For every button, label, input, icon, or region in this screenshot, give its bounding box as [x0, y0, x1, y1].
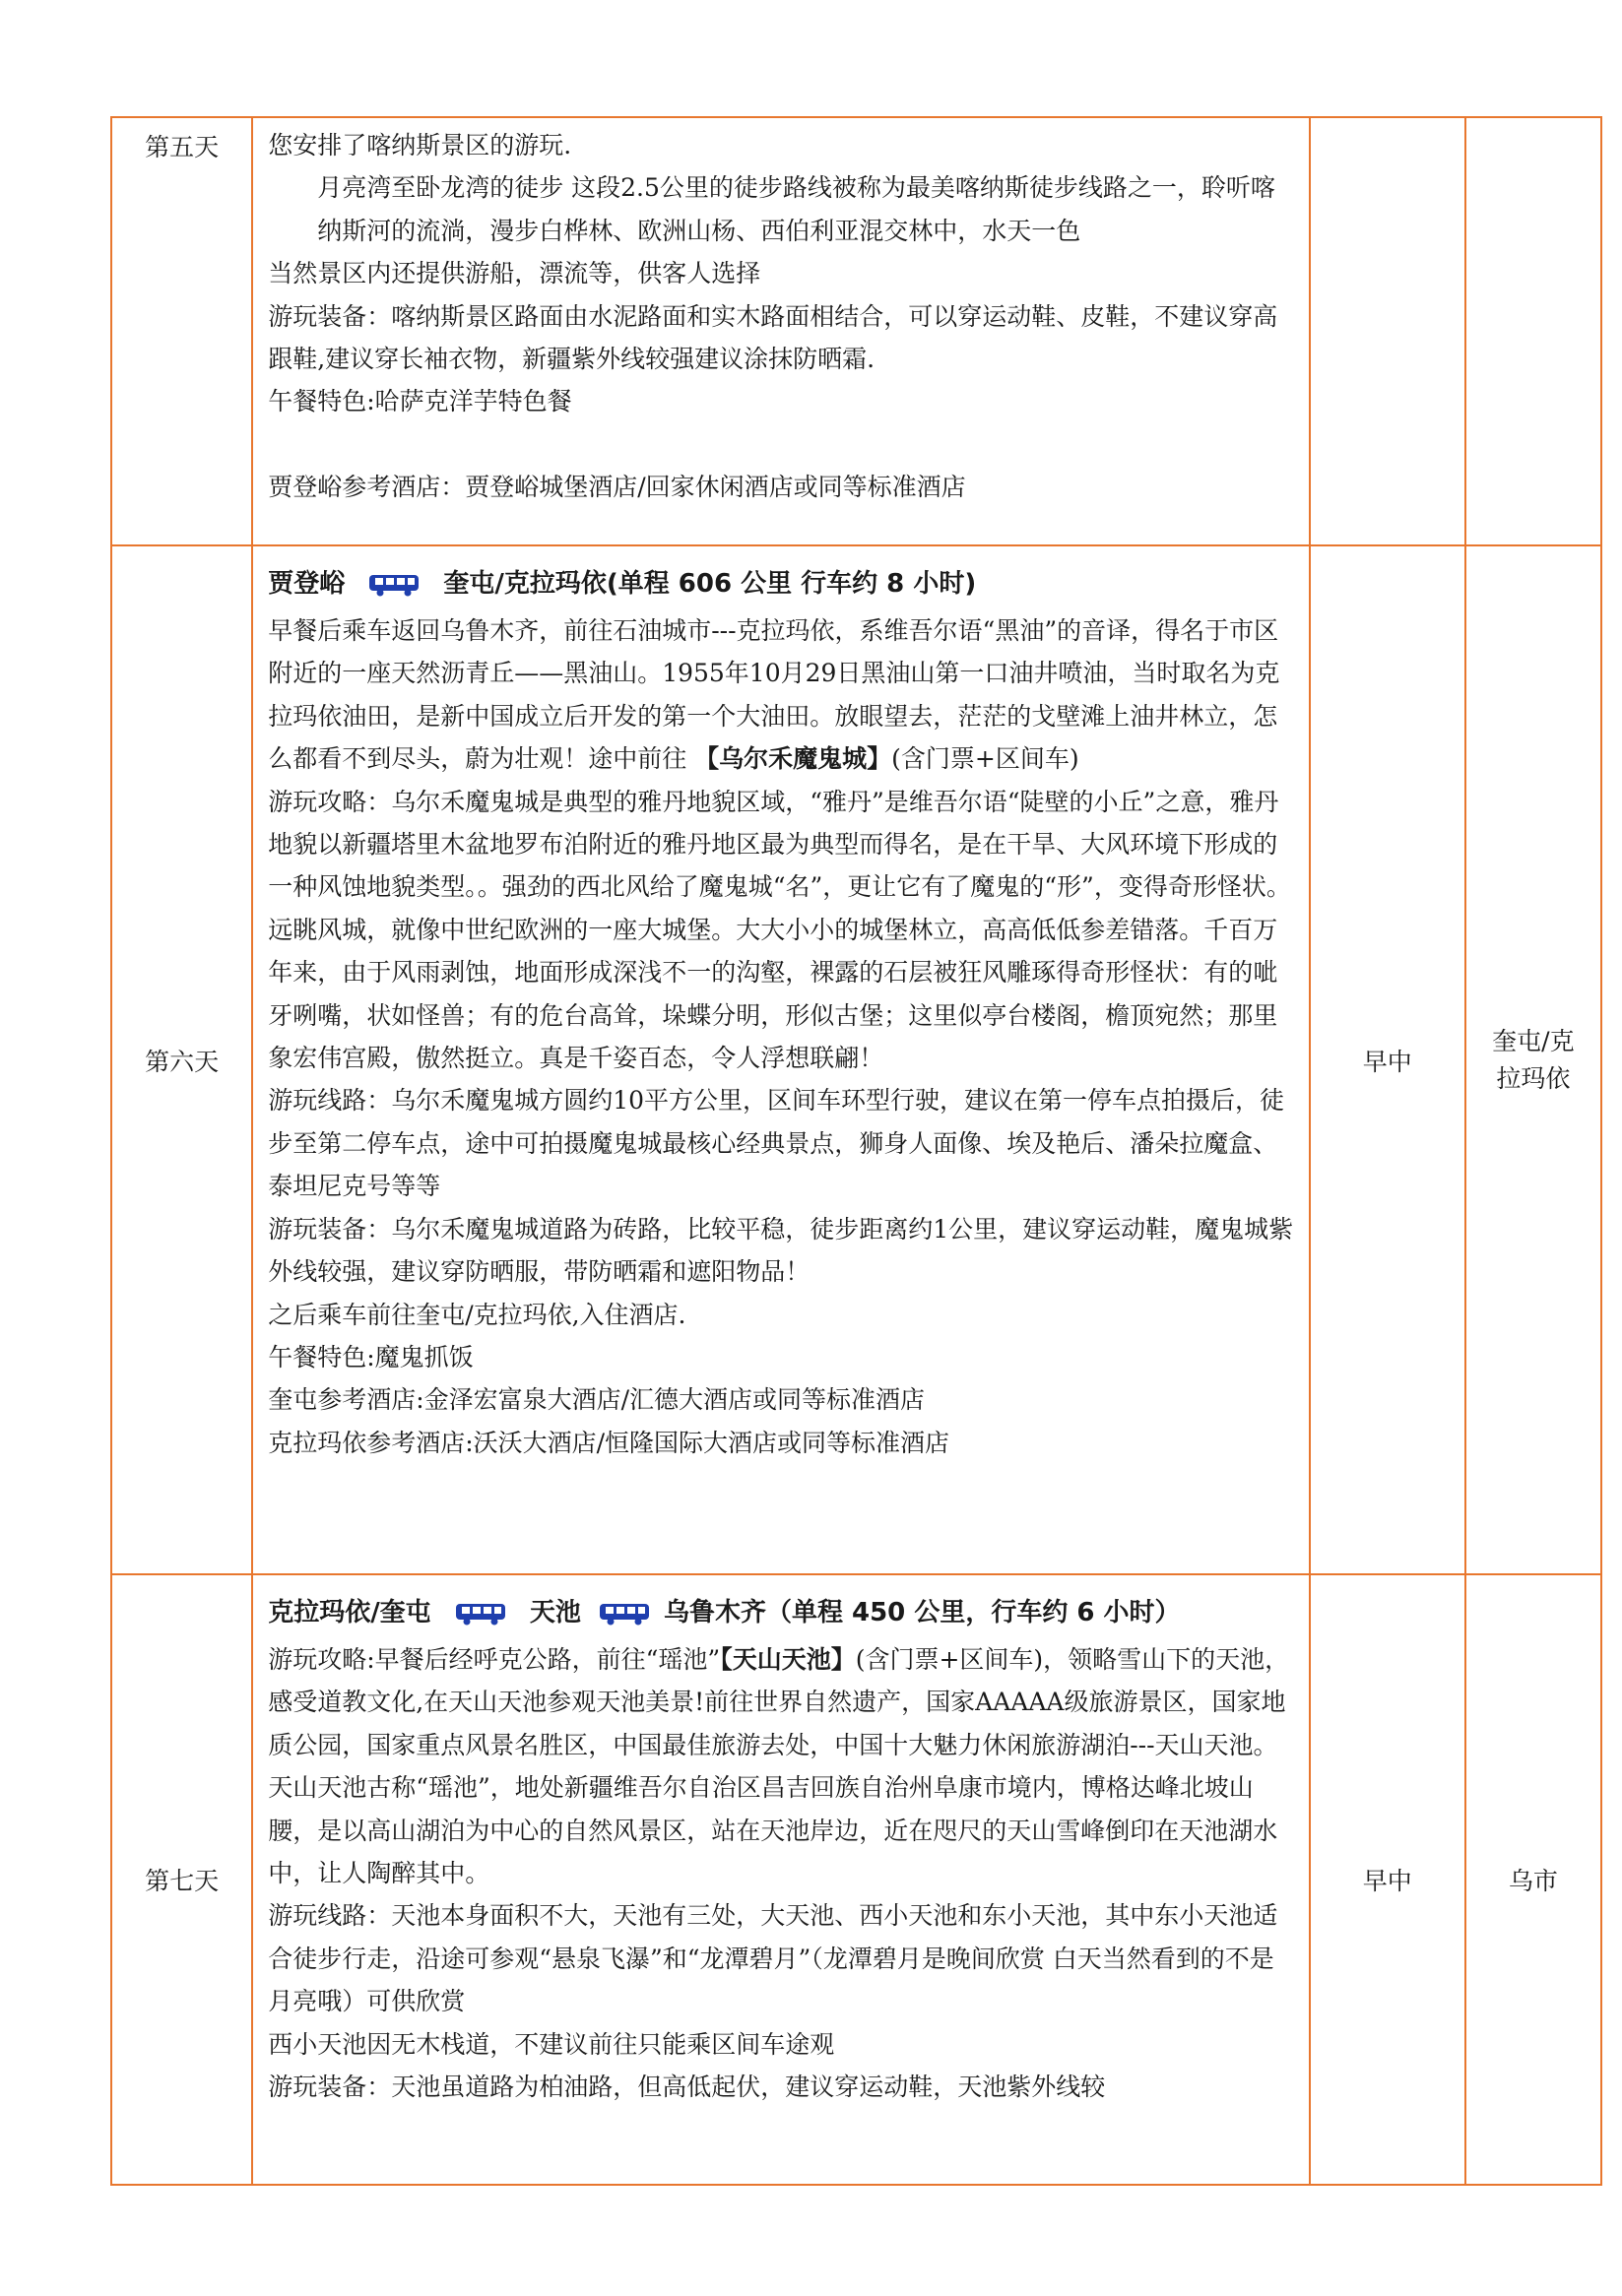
route-from: 克拉玛依/奎屯	[268, 1598, 431, 1627]
text-line: 午餐特色:魔鬼抓饭	[268, 1342, 474, 1371]
day-label: 第六天	[145, 1047, 220, 1076]
text-line: 游玩装备：乌尔禾魔鬼城道路为砖路，比较平稳，徒步距离约1公里，建议穿运动鞋，魔鬼城紫外线较强，建议穿防晒服，带防晒霜和遮阳物品！	[268, 1214, 1294, 1287]
text-line: 克拉玛依参考酒店:沃沃大酒店/恒隆国际大酒店或同等标准酒店	[268, 1428, 950, 1457]
text-line: 游玩线路：乌尔禾魔鬼城方圆约10平方公里，区间车环型行驶，建议在第一停车点拍摄后，徒步至第二停车点，途中可拍摄魔鬼城最核心经典景点，狮身人面像、埃及艳后、潘朵拉魔盒、泰坦尼克号等等	[268, 1086, 1285, 1201]
meal-cell: 早中	[1310, 545, 1465, 1574]
day-cell	[111, 545, 252, 1574]
meal-cell	[1310, 117, 1465, 545]
text-line: 贾登峪参考酒店：贾登峪城堡酒店/回家休闲酒店或同等标准酒店	[268, 472, 966, 501]
text-line: 早餐后乘车返回乌鲁木齐，前往石油城市---克拉玛依，系维吾尔语“黑油”的音译，得名于市区附近的一座天然沥青丘——黑油山。1955年10月29日黑油山第一口油井喷油，当时取名为克拉玛依油田，是新中国成立后开发的第一个大油田。放眼望去，茫茫的戈壁滩上油井林立，怎么都看不到尽头，蔚为壮观！途中前往 【乌尔禾魔鬼城】(含门票+区间车)	[268, 616, 1280, 774]
bus-icon	[367, 573, 421, 597]
text-line: 西小天池因无木栈道，不建议前往只能乘区间车途观	[268, 2029, 835, 2059]
day-cell	[111, 117, 252, 545]
text-line: 奎屯参考酒店:金泽宏富泉大酒店/汇德大酒店或同等标准酒店	[268, 1385, 926, 1415]
text-line: 您安排了喀纳斯景区的游玩.	[268, 131, 572, 159]
text-line: 游玩装备：天池虽道路为柏油路，但高低起伏，建议穿运动鞋，天池紫外线较	[268, 2073, 1106, 2102]
day-row-5	[111, 117, 1601, 545]
attraction-name: 【乌尔禾魔鬼城】	[694, 744, 892, 774]
day-row-6	[111, 545, 1601, 1574]
itinerary-table	[110, 116, 1602, 2186]
text-line: 游玩装备：喀纳斯景区路面由水泥路面和实木路面相结合，可以穿运动鞋、皮鞋，不建议穿高跟鞋,建议穿长袖衣物，新疆紫外线较强建议涂抹防晒霜.	[268, 301, 1278, 374]
text-line: 月亮湾至卧龙湾的徒步 这段2.5公里的徒步路线被称为最美喀纳斯徒步线路之一，聆听喀纳斯河的流淌，漫步白桦林、欧洲山杨、西伯利亚混交林中，水天一色	[317, 173, 1275, 245]
text-line: 午餐特色:哈萨克洋芋特色餐	[268, 387, 572, 416]
day-label: 第七天	[145, 1867, 220, 1895]
text-line: 游玩攻略：乌尔禾魔鬼城是典型的雅丹地貌区域，“雅丹”是维吾尔语“陡壁的小丘”之意，雅丹地貌以新疆塔里木盆地罗布泊附近的雅丹地区最为典型而得名，是在干旱、大风环境下形成的一种风蚀地貌类型。。强劲的西北风给了魔鬼城“名”，更让它有了魔鬼的“形”，变得奇形怪状。远眺风城，就像中世纪欧洲的一座大城堡。大大小小的城堡林立，高高低低参差错落。千百万年来，由于风雨剥蚀，地面形成深浅不一的沟壑，裸露的石层被狂风雕琢得奇形怪状：有的呲牙咧嘴，状如怪兽；有的危台高耸，垛蝶分明，形似古堡；这里似亭台楼阁，檐顶宛然；那里象宏伟宫殿，傲然挺立。真是千姿百态，令人浮想联翩！	[268, 787, 1291, 1073]
bus-icon	[598, 1602, 651, 1626]
attraction-name: 【天山天池】	[720, 1645, 856, 1674]
stay-cell: 乌市	[1465, 1574, 1601, 2185]
route-to: 奎屯/克拉玛依(单程 606 公里 行车约 8 小时)	[443, 569, 977, 599]
content-cell	[252, 1574, 1309, 2185]
route-heading	[268, 1591, 1298, 1634]
stay-cell	[1465, 117, 1601, 545]
content-cell	[252, 117, 1309, 545]
text-line: 当然景区内还提供游船，漂流等，供客人选择	[268, 259, 761, 288]
day-row-7	[111, 1574, 1601, 2185]
stay-label: 奎屯/克拉玛依	[1492, 1026, 1575, 1093]
route-heading	[268, 562, 1298, 606]
bus-icon	[454, 1602, 507, 1626]
text-line: 游玩线路：天池本身面积不大，天池有三处，大天池、西小天池和东小天池，其中东小天池适合徒步行走，沿途可参观“悬泉飞瀑”和“龙潭碧月”（龙潭碧月是晚间欣赏 白天当然看到的不是月亮哦）可供欣赏	[268, 1901, 1278, 2016]
route-mid: 天池	[529, 1598, 581, 1627]
text-line: 之后乘车前往奎屯/克拉玛依,入住酒店.	[268, 1300, 686, 1329]
route-to: 乌鲁木齐（单程 450 公里，行车约 6 小时）	[663, 1598, 1181, 1627]
day-cell	[111, 1574, 252, 2185]
meal-cell: 早中	[1310, 1574, 1465, 2185]
stay-cell	[1465, 545, 1601, 1574]
day-label: 第五天	[145, 133, 220, 161]
route-from: 贾登峪	[268, 569, 346, 599]
content-cell	[252, 545, 1309, 1574]
text-line: 游玩攻略:早餐后经呼克公路，前往“瑶池”【天山天池】(含门票+区间车)，领略雪山下的天池，感受道教文化,在天山天池参观天池美景!前往世界自然遗产，国家AAAAA级旅游景区，国家地质公园，国家重点风景名胜区，中国最佳旅游去处，中国十大魅力休闲旅游湖泊---天山天池。天山天池古称“瑶池”，地处新疆维吾尔自治区昌吉回族自治州阜康市境内，博格达峰北坡山腰，是以高山湖泊为中心的自然风景区，站在天池岸边，近在咫尺的天山雪峰倒印在天池湖水中，让人陶醉其中。	[268, 1645, 1290, 1888]
